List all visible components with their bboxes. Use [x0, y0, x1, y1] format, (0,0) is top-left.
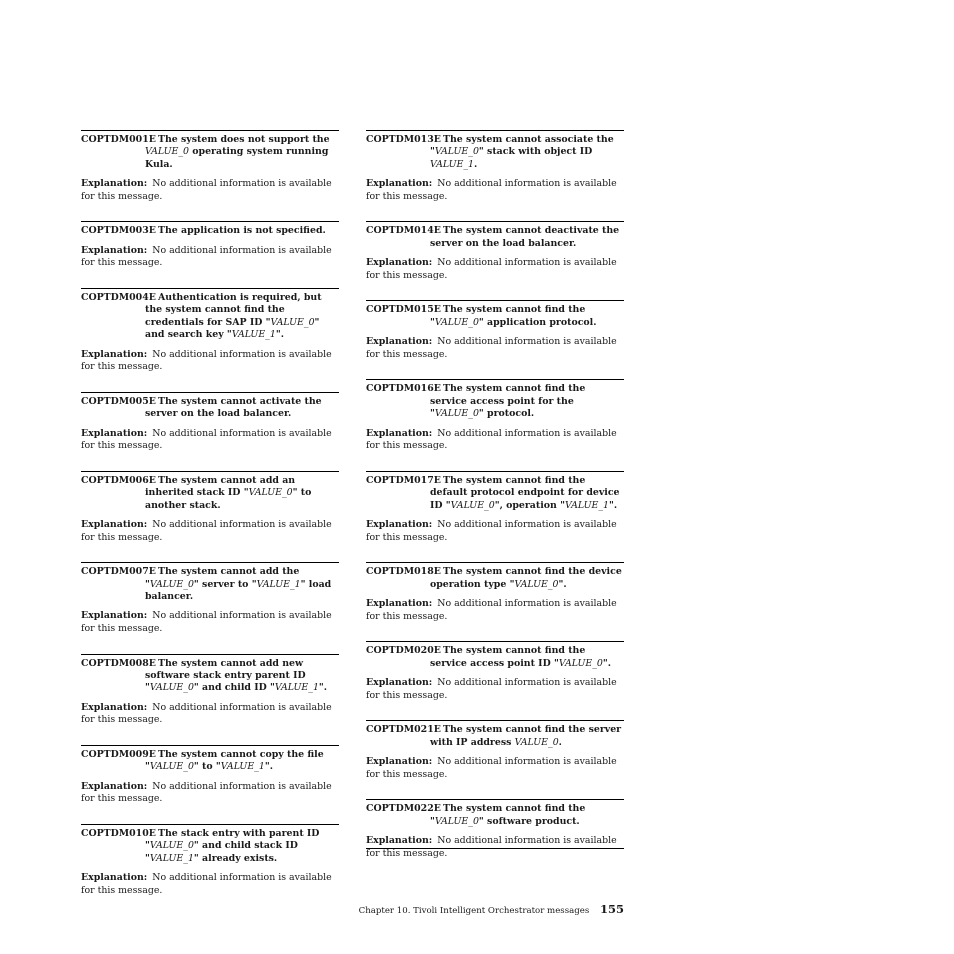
message-text: The system cannot add new software stack entry parent ID "	[145, 657, 306, 694]
explanation-text: No additional information is available for this message.	[366, 257, 617, 281]
explanation-text: No additional information is available for this message.	[366, 835, 617, 859]
right-column	[366, 130, 624, 878]
message-text: The system cannot deactivate the server on the load balancer.	[430, 225, 620, 249]
explanation-text: No additional information is available for this message.	[81, 701, 332, 726]
message-explanation	[366, 178, 624, 203]
message-text: .	[558, 736, 562, 748]
explanation-label: Explanation:	[81, 610, 148, 622]
message-variable: VALUE_0	[514, 736, 559, 748]
message-variable: VALUE_1	[231, 329, 276, 341]
message-code: COPTDM001E	[81, 134, 156, 145]
message-code: COPTDM015E	[366, 304, 441, 316]
explanation-text: No additional information is available for this message.	[366, 427, 617, 452]
message-explanation	[366, 257, 624, 282]
message-variable: VALUE_0	[558, 657, 603, 669]
explanation-label: Explanation:	[366, 756, 433, 768]
message-code: COPTDM014E	[366, 225, 441, 237]
message-heading	[366, 803, 624, 828]
message-variable: VALUE_0	[149, 761, 194, 773]
message-code: COPTDM003E	[81, 225, 156, 237]
message-text: The system cannot find the service access point ID "	[430, 645, 586, 669]
message-entry	[366, 641, 624, 702]
message-text: operating system running Kula.	[145, 146, 329, 170]
message-heading	[366, 383, 624, 420]
message-heading	[366, 304, 624, 329]
message-heading	[81, 828, 339, 865]
message-entry	[81, 392, 339, 453]
message-explanation	[81, 610, 339, 635]
message-text: " load balancer.	[145, 578, 332, 603]
message-heading	[81, 225, 339, 237]
message-entry	[81, 130, 339, 203]
message-heading	[366, 566, 624, 591]
explanation-label: Explanation:	[366, 598, 433, 610]
message-entry	[366, 562, 624, 623]
message-text: The system cannot add the "	[145, 566, 300, 590]
explanation-label: Explanation:	[366, 519, 433, 531]
message-variable: VALUE_1	[430, 158, 475, 170]
message-text: The system cannot find the "	[430, 304, 586, 328]
message-variable: VALUE_0	[145, 146, 190, 158]
message-code: COPTDM021E	[366, 724, 441, 736]
message-text: " stack with object ID	[478, 146, 593, 158]
message-entry	[366, 221, 624, 282]
explanation-text: No additional information is available for this message.	[366, 178, 617, 202]
explanation-text: No additional information is available for this message.	[366, 519, 617, 543]
message-entry	[81, 745, 339, 806]
message-explanation	[81, 519, 339, 544]
message-variable: VALUE_1	[274, 682, 319, 694]
message-text: " and search key "	[145, 316, 320, 341]
message-text: ".	[318, 682, 328, 694]
explanation-label: Explanation:	[81, 178, 148, 190]
message-variable: VALUE_0	[434, 815, 479, 827]
message-text: ", operation "	[494, 499, 565, 511]
message-text: The system cannot find the "	[430, 803, 586, 827]
message-variable: VALUE_0	[248, 487, 293, 499]
message-code: COPTDM005E	[81, 395, 156, 407]
message-code: COPTDM008E	[81, 657, 156, 669]
message-entry	[366, 799, 624, 860]
message-text: ".	[609, 499, 618, 511]
explanation-text: No additional information is available for this message.	[81, 519, 332, 543]
message-text: " and child ID "	[193, 682, 275, 694]
explanation-label: Explanation:	[81, 872, 148, 884]
explanation-label: Explanation:	[366, 257, 433, 269]
explanation-label: Explanation:	[81, 519, 148, 531]
message-code: COPTDM020E	[366, 645, 441, 657]
message-variable: VALUE_0	[149, 840, 194, 852]
message-code: COPTDM017E	[366, 474, 441, 486]
message-text: The system cannot find the server with IP address	[430, 724, 622, 748]
explanation-label: Explanation:	[366, 178, 433, 190]
message-text: " to another stack.	[145, 487, 312, 511]
message-explanation	[366, 336, 624, 361]
message-entry	[81, 221, 339, 270]
page-footer	[359, 902, 624, 916]
message-explanation	[81, 702, 339, 727]
message-text: " server to "	[193, 578, 257, 590]
message-explanation	[81, 178, 339, 203]
message-explanation	[81, 349, 339, 374]
message-explanation	[366, 677, 624, 702]
message-heading	[81, 475, 339, 512]
message-variable: VALUE_0	[270, 316, 315, 328]
message-variable: VALUE_0	[434, 316, 479, 328]
message-explanation	[366, 598, 624, 623]
message-text: " application protocol.	[478, 316, 597, 328]
message-variable: VALUE_0	[434, 146, 479, 158]
message-text: The stack entry with parent ID "	[145, 828, 320, 852]
message-entry	[366, 471, 624, 544]
message-explanation	[81, 872, 339, 897]
message-code: COPTDM009E	[81, 749, 156, 761]
message-entry	[81, 562, 339, 635]
message-text: " software product.	[478, 815, 580, 827]
message-text: The system cannot activate the server on the load balancer.	[145, 395, 322, 420]
message-entry	[366, 130, 624, 203]
message-explanation	[366, 756, 624, 781]
message-text: ".	[275, 329, 284, 341]
message-entry	[81, 654, 339, 727]
message-text: The system cannot copy the file "	[145, 749, 324, 773]
message-text: The system cannot add an inherited stack ID "	[145, 474, 296, 499]
message-heading	[366, 225, 624, 250]
message-text: ".	[602, 657, 612, 669]
message-code: COPTDM018E	[366, 566, 441, 578]
explanation-text: No additional information is available for this message.	[366, 336, 617, 360]
explanation-label: Explanation:	[81, 348, 148, 360]
explanation-label: Explanation:	[366, 835, 433, 847]
explanation-label: Explanation:	[81, 427, 148, 439]
message-text: The system cannot find the default protocol endpoint for device ID "	[430, 474, 620, 511]
message-text: ".	[264, 761, 273, 773]
message-variable: VALUE_0	[450, 499, 495, 511]
message-variable: VALUE_1	[220, 761, 265, 773]
message-heading	[366, 724, 624, 749]
message-variable: VALUE_1	[149, 852, 194, 864]
explanation-text: No additional information is available for this message.	[81, 178, 332, 202]
message-text: " to "	[193, 761, 221, 773]
message-variable: VALUE_0	[149, 682, 194, 694]
message-code: COPTDM013E	[366, 134, 441, 145]
message-code: COPTDM004E	[81, 292, 156, 303]
message-text: " already exists.	[193, 852, 278, 864]
message-variable: VALUE_0	[149, 578, 194, 590]
message-text: Authentication is required, but the system cannot find the credentials for SAP ID "	[145, 292, 322, 328]
explanation-text: No additional information is available for this message.	[366, 756, 617, 780]
message-heading	[81, 658, 339, 695]
explanation-text: No additional information is available for this message.	[81, 427, 332, 452]
message-variable: VALUE_1	[565, 499, 610, 511]
message-heading	[81, 292, 339, 342]
explanation-text: No additional information is available for this message.	[366, 598, 617, 622]
message-heading	[366, 134, 624, 171]
end-rule	[366, 848, 624, 849]
message-explanation	[81, 245, 339, 270]
message-text: The system does not support the	[158, 134, 330, 145]
message-variable: VALUE_0	[514, 578, 559, 590]
message-entry	[81, 824, 339, 897]
page-number: 155	[599, 902, 624, 916]
message-explanation	[366, 428, 624, 453]
explanation-label: Explanation:	[81, 701, 148, 713]
message-code: COPTDM016E	[366, 383, 441, 395]
message-heading	[81, 566, 339, 603]
message-heading	[81, 134, 339, 171]
message-entry	[81, 288, 339, 374]
explanation-text: No additional information is available for this message.	[366, 677, 617, 701]
explanation-label: Explanation:	[81, 244, 148, 256]
explanation-label: Explanation:	[81, 780, 148, 792]
message-heading	[81, 749, 339, 774]
message-heading	[366, 645, 624, 670]
message-variable: VALUE_1	[256, 578, 301, 590]
explanation-text: No additional information is available for this message.	[81, 244, 332, 269]
message-explanation	[81, 781, 339, 806]
explanation-text: No additional information is available for this message.	[81, 780, 332, 805]
explanation-label: Explanation:	[366, 677, 433, 689]
message-entry	[81, 471, 339, 544]
message-text: ".	[558, 578, 567, 590]
message-text: The system cannot associate the "	[430, 134, 614, 158]
message-text: .	[474, 158, 478, 170]
message-explanation	[366, 519, 624, 544]
explanation-label: Explanation:	[366, 427, 433, 439]
message-text: The system cannot find the service access point for the "	[430, 383, 586, 420]
footer-chapter: Chapter 10. Tivoli Intelligent Orchestrator messages	[358, 906, 590, 916]
explanation-label: Explanation:	[366, 336, 433, 348]
message-entry	[366, 720, 624, 781]
explanation-text: No additional information is available for this message.	[81, 872, 332, 896]
message-text: The application is not specified.	[158, 225, 326, 237]
message-heading	[81, 396, 339, 421]
message-text: The system cannot find the device operation type "	[430, 566, 622, 590]
message-entry	[366, 300, 624, 361]
message-explanation	[81, 428, 339, 453]
message-heading	[366, 475, 624, 512]
message-entry	[366, 379, 624, 452]
message-code: COPTDM022E	[366, 803, 441, 815]
message-variable: VALUE_0	[434, 408, 479, 420]
message-text: " and child stack ID "	[145, 840, 298, 864]
message-code: COPTDM006E	[81, 474, 156, 486]
explanation-text: No additional information is available for this message.	[81, 610, 332, 635]
message-code: COPTDM010E	[81, 828, 156, 840]
left-column	[81, 130, 339, 915]
message-code: COPTDM007E	[81, 566, 156, 578]
message-text: " protocol.	[478, 408, 535, 420]
explanation-text: No additional information is available for this message.	[81, 348, 332, 373]
